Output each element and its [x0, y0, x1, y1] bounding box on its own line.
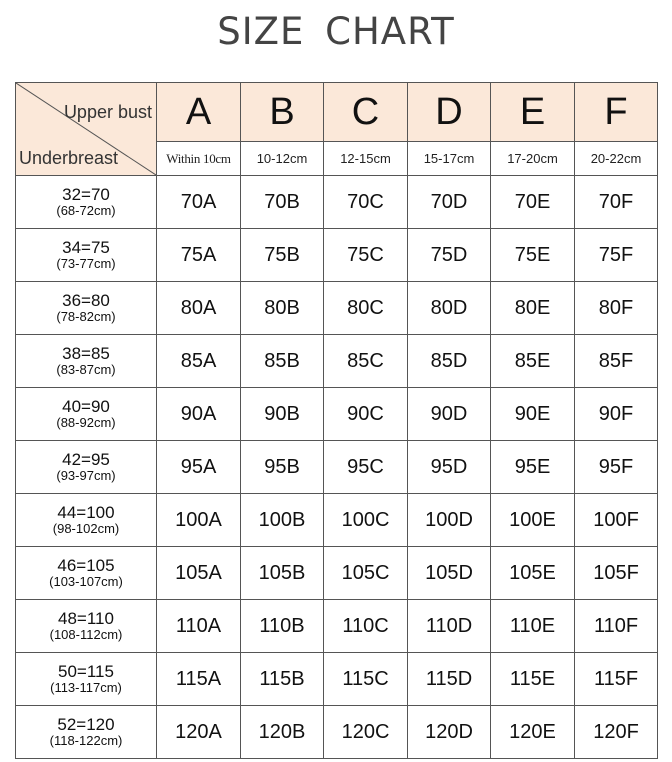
size-cell: 115D	[408, 653, 491, 706]
size-cell: 105F	[575, 547, 658, 600]
size-cell: 100E	[491, 494, 575, 547]
cup-letter: C	[324, 83, 408, 142]
band-range-label: (98-102cm)	[52, 521, 120, 537]
band-size-cell	[16, 547, 157, 600]
table-row	[16, 706, 658, 759]
size-cell: 120E	[491, 706, 575, 759]
cup-letter: E	[491, 83, 575, 142]
table-row	[16, 229, 658, 282]
size-cell: 90B	[241, 388, 324, 441]
size-cell: 70B	[241, 176, 324, 229]
band-size-label: 34=75	[62, 237, 110, 257]
band-size-label: 42=95	[62, 449, 110, 469]
cup-letter: A	[157, 83, 241, 142]
size-cell: 110D	[408, 600, 491, 653]
size-cell: 80A	[157, 282, 241, 335]
size-cell: 120F	[575, 706, 658, 759]
table-row	[16, 600, 658, 653]
band-size-cell	[16, 388, 157, 441]
size-cell: 95E	[491, 441, 575, 494]
cup-range: 20-22cm	[575, 142, 658, 176]
cup-range: 12-15cm	[324, 142, 408, 176]
table-row	[16, 388, 658, 441]
size-cell: 70F	[575, 176, 658, 229]
size-cell: 75A	[157, 229, 241, 282]
header-corner-cell	[16, 83, 157, 176]
size-cell: 110E	[491, 600, 575, 653]
size-cell: 115F	[575, 653, 658, 706]
band-range-label: (118-122cm)	[49, 733, 123, 749]
size-cell: 115B	[241, 653, 324, 706]
band-size-cell	[16, 494, 157, 547]
band-size-cell	[16, 229, 157, 282]
size-cell: 85B	[241, 335, 324, 388]
underbreast-label: Underbreast	[19, 148, 119, 168]
size-cell: 85A	[157, 335, 241, 388]
size-cell: 80E	[491, 282, 575, 335]
size-cell: 70D	[408, 176, 491, 229]
band-size-label: 40=90	[62, 396, 110, 416]
size-cell: 95D	[408, 441, 491, 494]
size-cell: 115A	[157, 653, 241, 706]
upper-bust-label: Upper bust	[63, 102, 152, 122]
size-cell: 95C	[324, 441, 408, 494]
cup-letter: F	[575, 83, 658, 142]
size-cell: 90A	[157, 388, 241, 441]
cup-letter: B	[241, 83, 324, 142]
band-range-label: (108-112cm)	[49, 627, 123, 643]
size-cell: 115C	[324, 653, 408, 706]
band-size-label: 50=115	[58, 661, 114, 681]
cup-range: 17-20cm	[491, 142, 575, 176]
band-range-label: (68-72cm)	[56, 203, 116, 219]
band-range-label: (83-87cm)	[56, 362, 116, 378]
size-cell: 110F	[575, 600, 658, 653]
size-cell: 75C	[324, 229, 408, 282]
size-cell: 90E	[491, 388, 575, 441]
size-cell: 105C	[324, 547, 408, 600]
band-size-label: 36=80	[62, 290, 110, 310]
band-size-cell	[16, 441, 157, 494]
size-cell: 85E	[491, 335, 575, 388]
size-cell: 80F	[575, 282, 658, 335]
band-size-cell	[16, 335, 157, 388]
band-range-label: (73-77cm)	[56, 256, 116, 272]
table-row	[16, 441, 658, 494]
size-cell: 95A	[157, 441, 241, 494]
band-size-label: 38=85	[62, 343, 110, 363]
table-row	[16, 547, 658, 600]
size-rows	[16, 176, 658, 759]
table-row	[16, 335, 658, 388]
size-cell: 110A	[157, 600, 241, 653]
size-cell: 120D	[408, 706, 491, 759]
size-cell: 75B	[241, 229, 324, 282]
size-cell: 100F	[575, 494, 658, 547]
cup-range: 10-12cm	[241, 142, 324, 176]
size-cell: 120C	[324, 706, 408, 759]
band-size-label: 46=105	[57, 555, 115, 575]
band-range-label: (103-107cm)	[49, 574, 123, 590]
cup-letter: D	[408, 83, 491, 142]
table-row	[16, 653, 658, 706]
band-size-label: 52=120	[57, 714, 115, 734]
size-cell: 105B	[241, 547, 324, 600]
table-row	[16, 282, 658, 335]
size-cell: 80B	[241, 282, 324, 335]
size-cell: 95F	[575, 441, 658, 494]
cup-range: Within 10cm	[157, 142, 241, 176]
page-title: SIZE CHART	[217, 10, 455, 53]
band-range-label: (113-117cm)	[50, 680, 122, 696]
band-size-cell	[16, 600, 157, 653]
size-cell: 70E	[491, 176, 575, 229]
size-cell: 75D	[408, 229, 491, 282]
size-cell: 110B	[241, 600, 324, 653]
size-cell: 85F	[575, 335, 658, 388]
size-cell: 100B	[241, 494, 324, 547]
band-size-cell	[16, 706, 157, 759]
band-range-label: (88-92cm)	[56, 415, 116, 431]
band-size-label: 44=100	[57, 502, 115, 522]
size-cell: 110C	[324, 600, 408, 653]
band-size-label: 32=70	[62, 184, 110, 204]
size-cell: 85D	[408, 335, 491, 388]
size-cell: 75F	[575, 229, 658, 282]
size-cell: 105A	[157, 547, 241, 600]
size-cell: 105D	[408, 547, 491, 600]
band-size-label: 48=110	[58, 608, 114, 628]
band-size-cell	[16, 653, 157, 706]
size-cell: 85C	[324, 335, 408, 388]
size-cell: 100C	[324, 494, 408, 547]
size-cell: 70C	[324, 176, 408, 229]
size-cell: 70A	[157, 176, 241, 229]
size-cell: 95B	[241, 441, 324, 494]
size-chart-table	[15, 82, 658, 759]
size-cell: 120B	[241, 706, 324, 759]
size-cell: 115E	[491, 653, 575, 706]
size-cell: 90F	[575, 388, 658, 441]
size-cell: 90C	[324, 388, 408, 441]
size-cell: 80D	[408, 282, 491, 335]
table-row	[16, 176, 658, 229]
band-size-cell	[16, 176, 157, 229]
size-cell: 75E	[491, 229, 575, 282]
size-cell: 90D	[408, 388, 491, 441]
size-cell: 80C	[324, 282, 408, 335]
cup-range: 15-17cm	[408, 142, 491, 176]
size-cell: 100D	[408, 494, 491, 547]
band-range-label: (78-82cm)	[56, 309, 116, 325]
size-cell: 100A	[157, 494, 241, 547]
table-row	[16, 494, 658, 547]
band-size-cell	[16, 282, 157, 335]
band-range-label: (93-97cm)	[56, 468, 116, 484]
size-cell: 105E	[491, 547, 575, 600]
size-cell: 120A	[157, 706, 241, 759]
